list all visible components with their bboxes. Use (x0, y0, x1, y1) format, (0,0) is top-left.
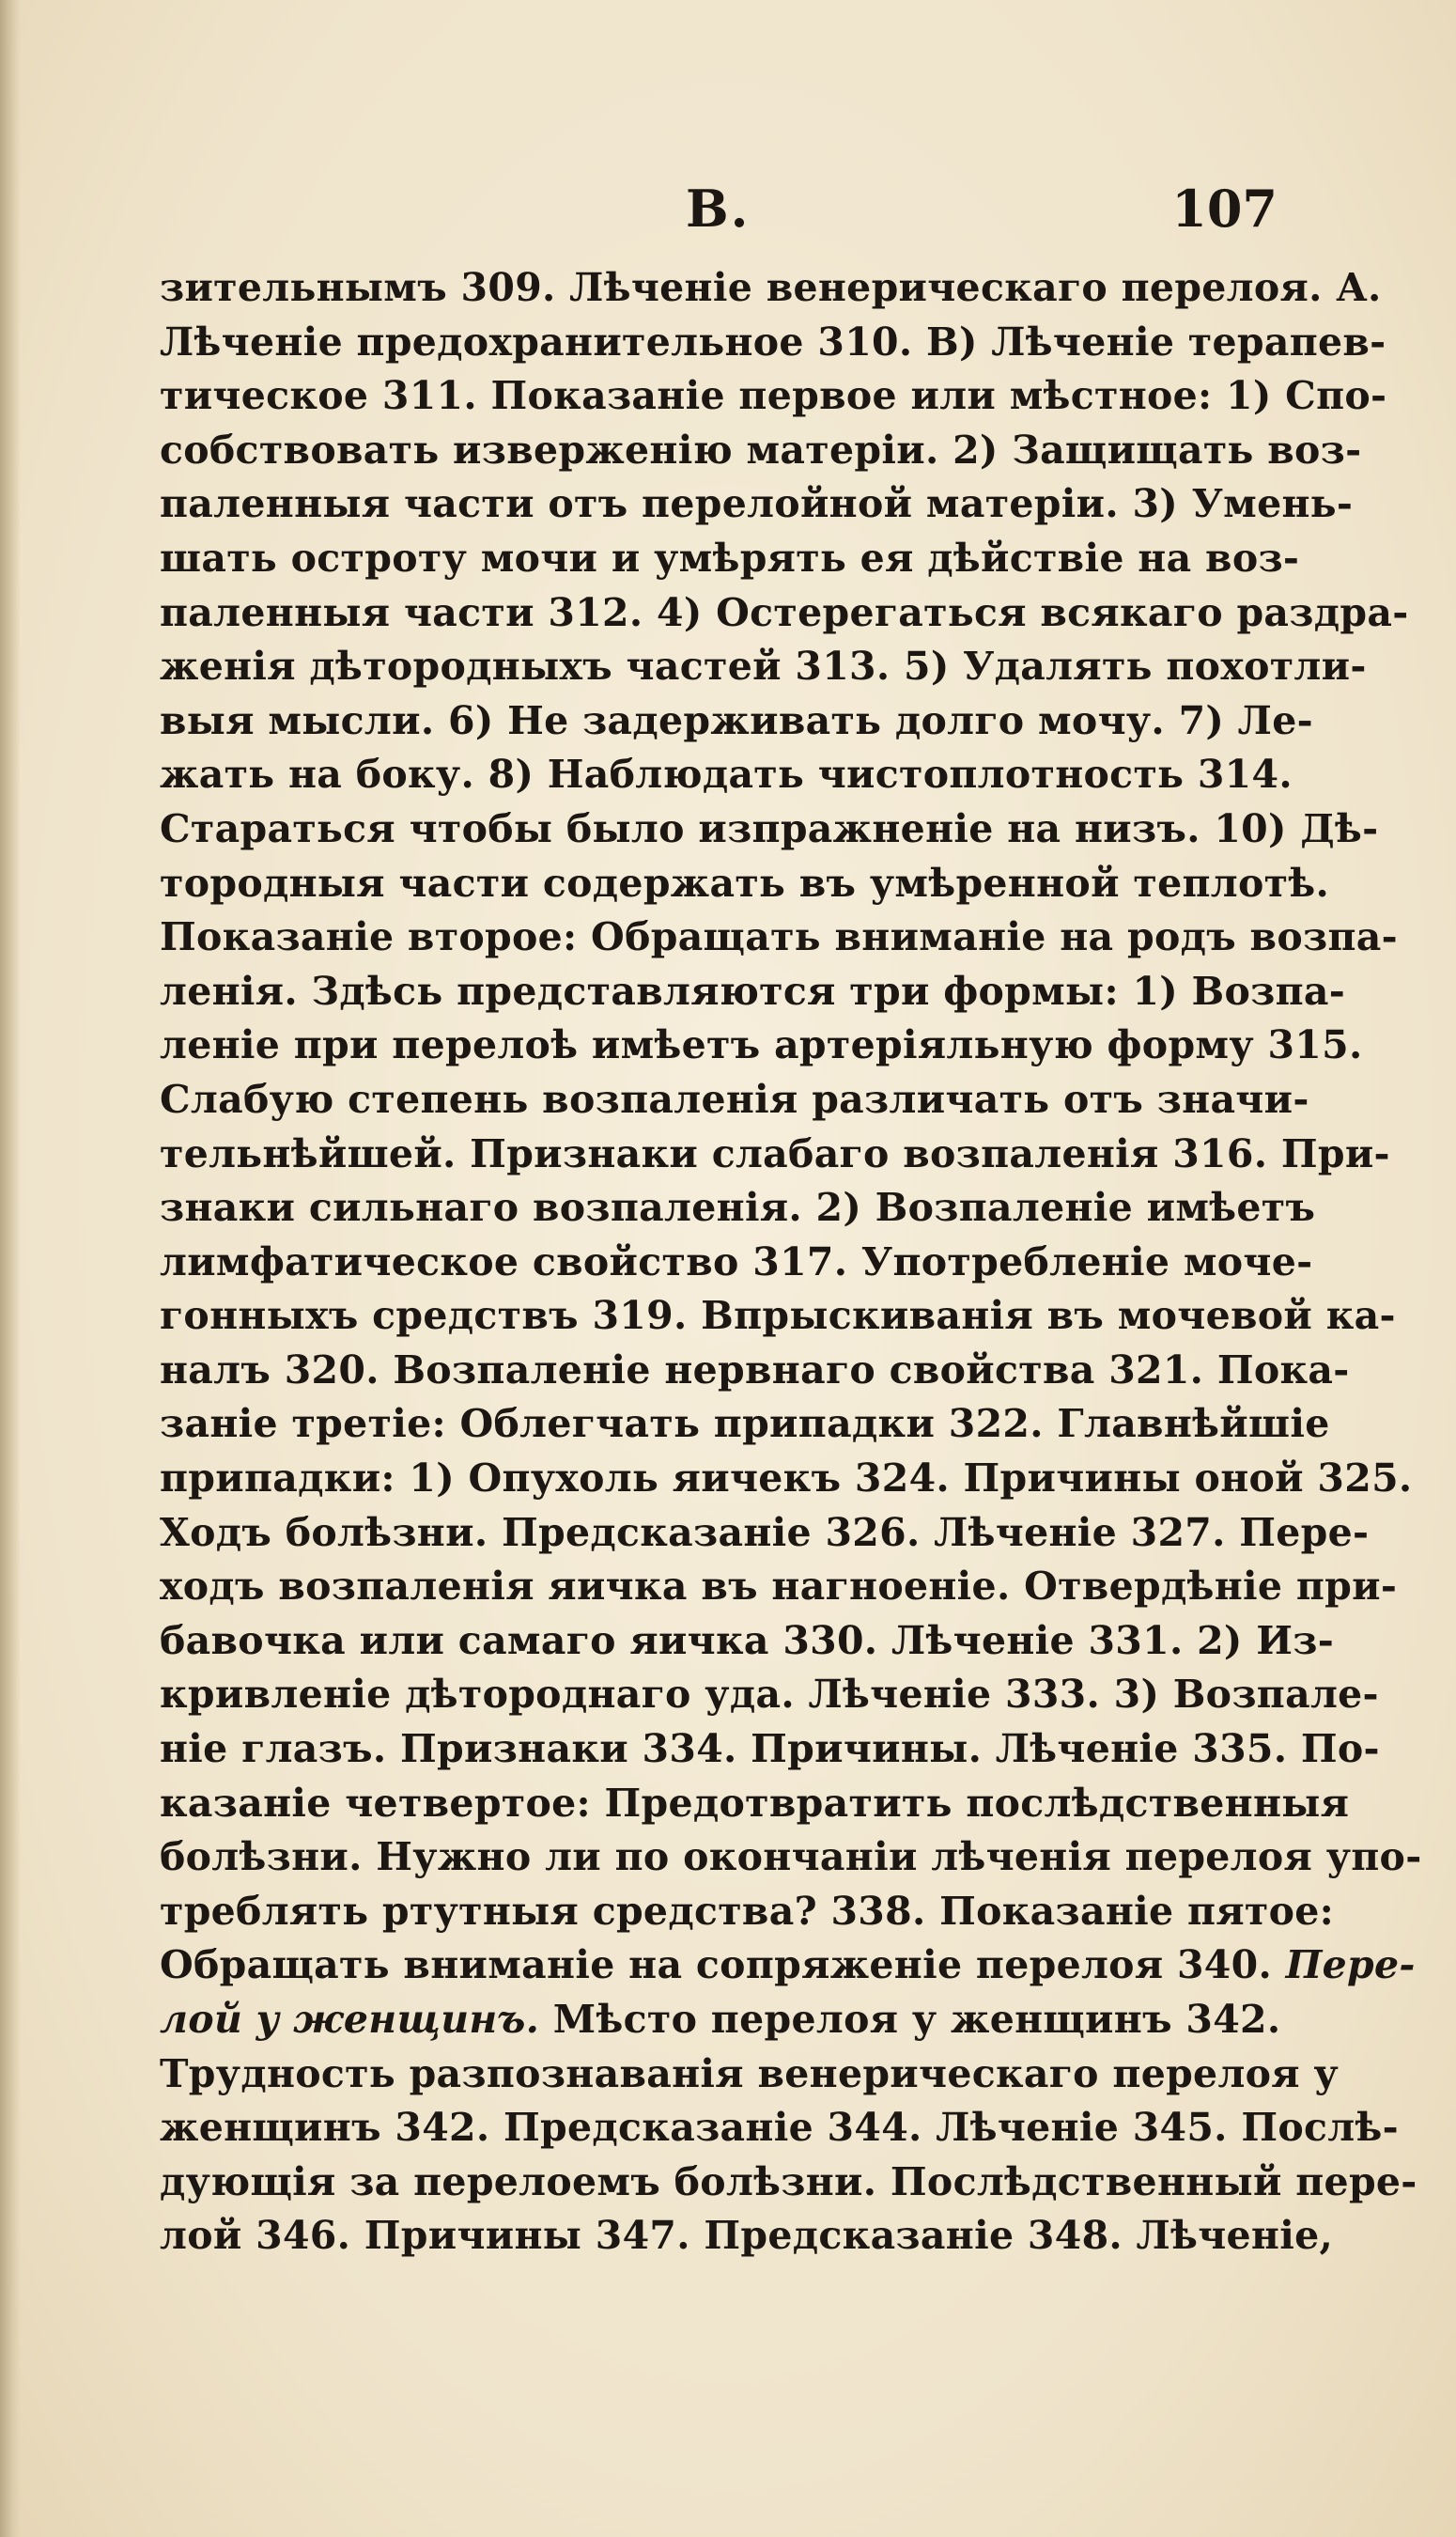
text-line: выя мысли. 6) Не задерживать долго мочу. 7) Ле- (160, 697, 1313, 743)
text-line: налъ 320. Возпаленіе нервнаго свойства 321. Пока- (160, 1346, 1350, 1393)
text-line: женщинъ 342. Предсказаніе 344. Лѣченіе 345. Послѣ- (160, 2105, 1399, 2151)
text-line: бавочка или самаго яичка 330. Лѣченіе 331. 2) Из- (160, 1617, 1335, 1663)
text-line: Слабую степень возпаленія различать отъ значи- (160, 1076, 1309, 1122)
text-line: жать на боку. 8) Наблюдать чистоплотность 314. (160, 752, 1293, 798)
page-header (160, 179, 1278, 254)
text-line: паленныя части отъ перелойной матеріи. 3) Умень- (160, 481, 1354, 527)
text-line: кривленіе дѣтороднаго уда. Лѣченіе 333. 3) Возпале- (160, 1672, 1379, 1718)
text-line-with-italic (160, 1938, 1416, 1993)
text-line: лой 346. Причины 347. Предсказаніе 348. Лѣченіе, (160, 2213, 1334, 2259)
italic-section-heading: Пере- (1285, 1942, 1416, 1988)
text-line: тельнѣйшей. Признаки слабаго возпаленія 316. При- (160, 1130, 1390, 1176)
text-line: зительнымъ 309. Лѣченіе венерическаго перелоя. А. (160, 265, 1382, 310)
text-line: знаки сильнаго возпаленія. 2) Возпаленіе имѣетъ (160, 1185, 1316, 1231)
text-line: Трудность разпознаванія венерическаго перелоя у (160, 2050, 1340, 2096)
text-line: ніе глазъ. Признаки 334. Причины. Лѣченіе 335. По- (160, 1726, 1380, 1772)
text-line: припадки: 1) Опухоль яичекъ 324. Причины оной 325. (160, 1455, 1413, 1502)
text-line: ходъ возпаленія яичка въ нагноеніе. Отвердѣніе при- (160, 1564, 1398, 1610)
text-line: леніе при перелоѣ имѣетъ артеріяльную форму 315. (160, 1022, 1363, 1068)
text-line: Показаніе второе: Обращать вниманіе на родъ возпа- (160, 914, 1398, 960)
text-line: Стараться чтобы было изпражненіе на низъ. 10) Дѣ- (160, 805, 1379, 851)
text-line: собствовать изверженію матеріи. 2) Защищать воз- (160, 427, 1362, 473)
text-line-with-italic (160, 1993, 1281, 2047)
text-fragment: Мѣсто перелоя у женщинъ 342. (539, 1997, 1281, 2042)
text-line: болѣзни. Нужно ли по окончаніи лѣченія перелоя упо- (160, 1834, 1422, 1880)
text-line: заніе третіе: Облегчать припадки 322. Главнѣйшіе (160, 1401, 1330, 1447)
text-line: дующія за перелоемъ болѣзни. Послѣдственный пере- (160, 2158, 1417, 2204)
text-line: лимфатическое свойство 317. Употребленіе моче- (160, 1238, 1313, 1284)
text-line: паленныя части 312. 4) Остерегаться всякаго раздра- (160, 589, 1409, 635)
text-line: тическое 311. Показаніе первое или мѣстное: 1) Спо- (160, 373, 1387, 419)
page-number: 107 (1171, 179, 1278, 239)
text-line: Лѣченіе предохранительное 310. В) Лѣченіе терапев- (160, 319, 1386, 365)
text-line: Ходъ болѣзни. Предсказаніе 326. Лѣченіе 327. Пере- (160, 1509, 1370, 1555)
italic-section-heading: лой у женщинъ. (160, 1997, 540, 2042)
page-edge-shadow (0, 0, 21, 2537)
text-fragment: Обращать вниманіе на сопряженіе перелоя 340. (160, 1942, 1286, 1988)
text-line: гонныхъ средствъ 319. Впрыскиванія въ мочевой ка- (160, 1293, 1396, 1339)
text-line: женія дѣтородныхъ частей 313. 5) Удалять похотли- (160, 644, 1367, 690)
text-line: треблять ртутныя средства? 338. Показаніе пятое: (160, 1888, 1335, 1934)
body-text (160, 261, 1422, 2264)
text-line: ленія. Здѣсь представляются три формы: 1) Возпа- (160, 968, 1346, 1014)
running-head: В. (686, 179, 751, 239)
text-line: шать остроту мочи и умѣрять ея дѣйствіе на воз- (160, 535, 1300, 581)
text-line: казаніе четвертое: Предотвратить послѣдственныя (160, 1780, 1350, 1826)
text-line: тородныя части содержать въ умѣренной теплотѣ. (160, 860, 1330, 906)
